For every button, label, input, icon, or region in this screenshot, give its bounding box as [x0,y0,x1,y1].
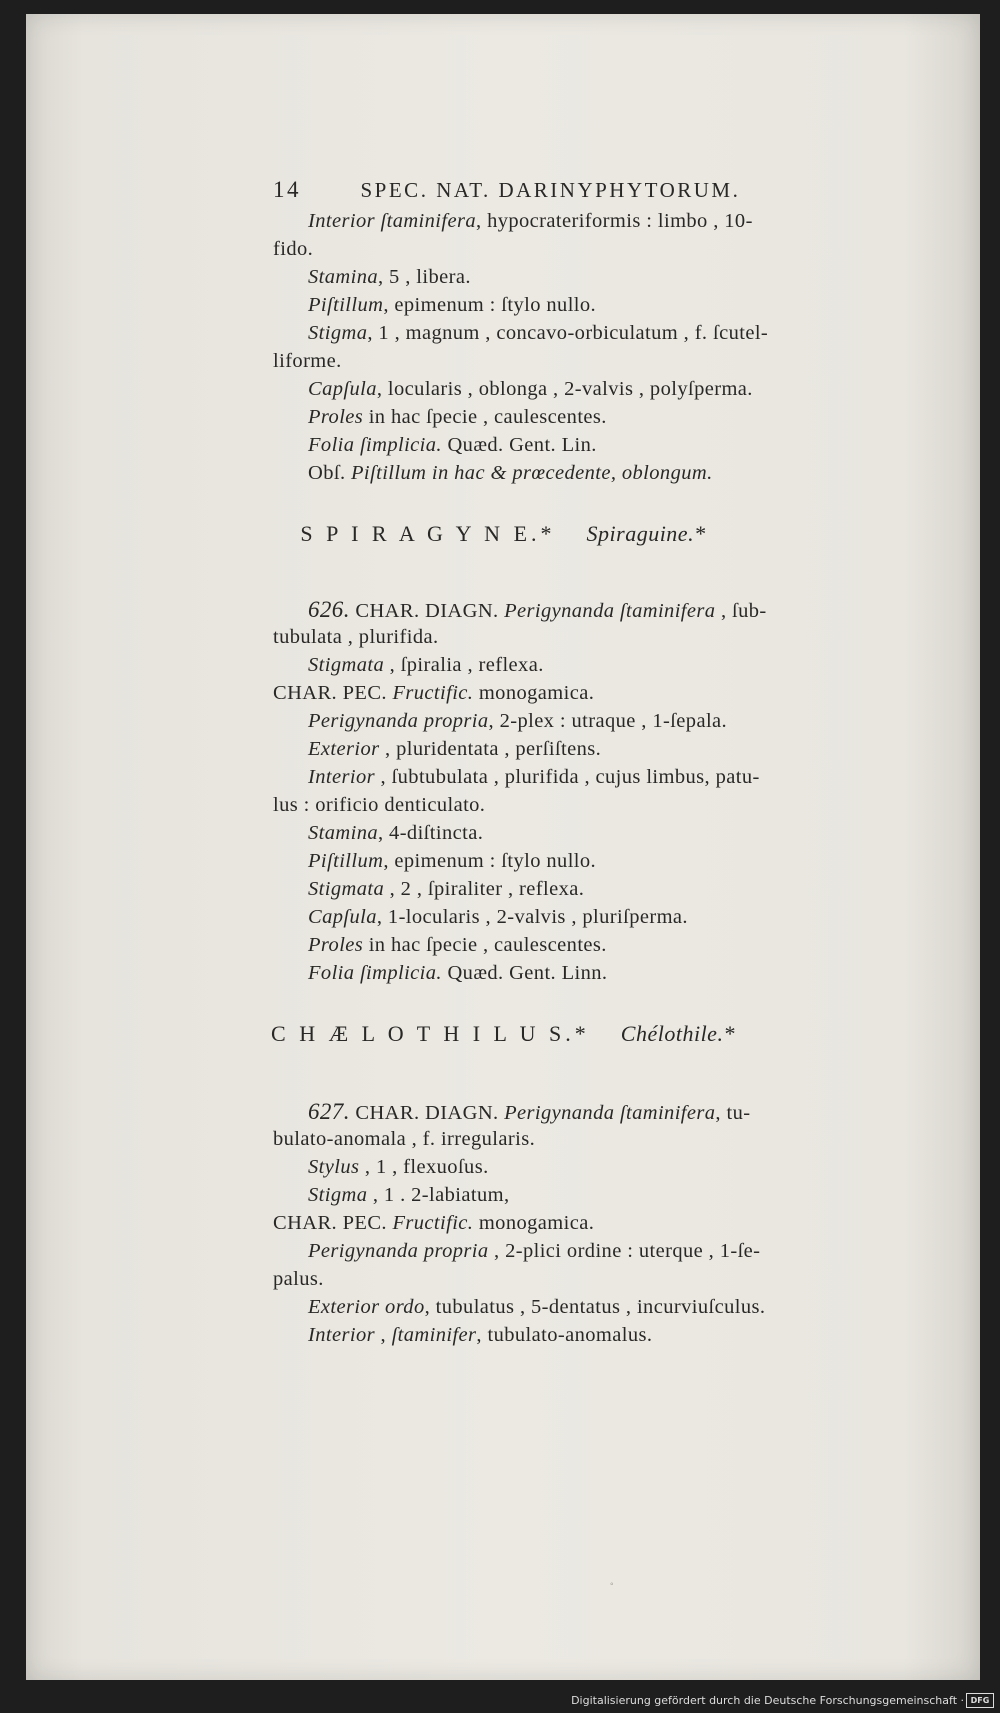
paper-speck: ◦ [610,1579,614,1590]
term: Stamina [308,822,378,844]
term: Piſtillum [308,294,384,316]
term: Perigynanda ſtaminifera [504,1102,716,1124]
description: Quæd. Gent. Linn. [441,962,608,984]
term: Interior [308,766,375,788]
description: , tubulato-anomalus. [476,1324,653,1346]
description: , 1-locularis , 2-valvis , pluriſperma. [376,906,688,928]
text-line [308,460,948,487]
description: , 2-plex : utraque , 1-ſepala. [488,710,728,732]
term: Stamina [308,266,378,288]
text-line [308,1322,948,1349]
text-line [308,1294,948,1321]
term: Stigma [308,322,368,344]
term: Piſtillum [308,850,384,872]
term: Capſula [308,378,377,400]
description: , 5 , libera. [378,266,471,288]
book-page [26,14,980,1680]
text-line [308,320,948,347]
description: , ſub- [715,600,767,622]
text-line [308,820,948,847]
running-title: SPEC. NAT. DARINYPHYTORUM. [360,178,741,202]
text-line [273,1210,913,1237]
description: , hypocrateriformis : limbo , 10- [476,210,753,232]
running-header [273,176,913,204]
text-line [308,848,948,875]
text-line [308,292,948,319]
entry-line [308,596,948,625]
description: , 4-diſtincta. [378,822,484,844]
section-label: CHAR. PEC. [273,1212,393,1234]
text-line [273,680,913,707]
description: , 1 , flexuoſus. [359,1156,489,1178]
text-line [308,904,948,931]
entry-number: 626. [308,597,350,622]
text-line [308,876,948,903]
text-line [308,208,948,235]
text-line [308,736,948,763]
description: Quæd. Gent. Lin. [441,434,597,456]
text-line [308,960,948,987]
term: Capſula [308,906,377,928]
description: , 1 . 2-labiatum, [367,1184,510,1206]
term: Stigma [308,1184,368,1206]
description: monogamica. [473,1212,595,1234]
genus-name: C H Æ L O T H I L U S.* [271,1021,590,1046]
term: ſtaminifer [391,1324,477,1346]
text-line [308,1182,948,1209]
entry-line [308,1098,948,1127]
description: , 1 , magnum , concavo-orbiculatum , f. ſcutel- [367,322,769,344]
text-line: bulato-anomala , f. irregularis. [273,1128,536,1150]
description: , 2 , ſpiraliter , reflexa. [384,878,585,900]
text-line [308,432,948,459]
text-line [308,404,948,431]
text-line [308,1154,948,1181]
term: Perigynanda propria [308,1240,489,1262]
genus-french-name: Chélothile.* [620,1021,735,1046]
term: Stigmata [308,878,385,900]
text-line: fido. [273,238,314,260]
observation-label: Obſ. [308,462,351,484]
page-text [26,14,980,1680]
text-line: palus. [273,1268,324,1290]
text-line [308,376,948,403]
section-label: CHAR. DIAGN. [349,1102,505,1124]
term: Stigmata [308,654,385,676]
description: , tubulatus , 5-dentatus , incurviuſculus. [424,1296,766,1318]
section-label: CHAR. DIAGN. [349,600,505,622]
description: in hac ſpecie , caulescentes. [363,406,607,428]
entry-number: 627. [308,1099,350,1124]
text-line [308,1238,948,1265]
term: Exterior ordo [308,1296,425,1318]
observation-text: Piſtillum in hac & prœcedente, oblongum. [351,462,713,484]
term: Proles [308,934,364,956]
term: Exterior [308,738,380,760]
genus-name: S P I R A G Y N E.* [300,521,556,546]
term: Proles [308,406,364,428]
text-line: tubulata , plurifida. [273,626,439,648]
term: Perigynanda ſtaminifera [504,600,716,622]
text-line [308,764,948,791]
genus-heading [26,520,980,547]
text-line [308,932,948,959]
description: , 2-plici ordine : uterque , 1-ſe- [488,1240,761,1262]
text-line: lus : orificio denticulato. [273,794,486,816]
term: Interior [308,1324,375,1346]
term: Folia ſimplicia. [308,434,442,456]
term: Interior ſtaminifera [308,210,477,232]
text-line [308,708,948,735]
description: , tu- [715,1102,751,1124]
term: Perigynanda propria [308,710,489,732]
description: , epimenum : ſtylo nullo. [383,294,597,316]
term: Fructific. [392,682,474,704]
dfg-logo: DFG [966,1693,994,1708]
genus-french-name: Spiraguine.* [586,521,706,546]
description: , pluridentata , perſiſtens. [379,738,602,760]
description: , epimenum : ſtylo nullo. [383,850,597,872]
term: Folia ſimplicia. [308,962,442,984]
description: , [374,1324,392,1346]
text-line: liforme. [273,350,342,372]
funding-credit: Digitalisierung gefördert durch die Deutsche Forschungsgemeinschaft · [571,1694,964,1707]
description: in hac ſpecie , caulescentes. [363,934,607,956]
term: Fructific. [392,1212,474,1234]
section-label: CHAR. PEC. [273,682,393,704]
footer-bar [0,1683,1000,1713]
genus-heading [26,1020,980,1047]
description: , ſpiralia , reflexa. [384,654,544,676]
text-line [308,652,948,679]
description: monogamica. [473,682,595,704]
description: , locularis , oblonga , 2-valvis , polyſperma. [376,378,753,400]
page-number: 14 [273,177,301,202]
text-line [308,264,948,291]
term: Stylus [308,1156,360,1178]
description: , ſubtubulata , plurifida , cujus limbus, patu- [374,766,760,788]
